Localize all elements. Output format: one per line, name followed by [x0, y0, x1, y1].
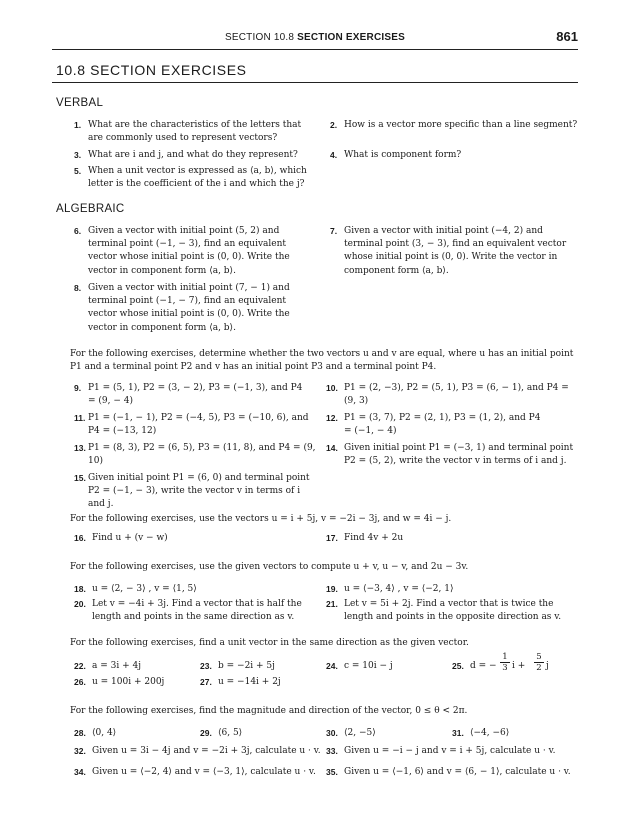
exercise-text: u = 100i + 200j: [92, 677, 165, 687]
exercise-text: What are the characteristics of the letters that are commonly used to represent vectors?: [88, 120, 302, 144]
exercise-text: a = 3i + 4j: [92, 661, 142, 671]
instructions-equal-vectors: For the following exercises, determine whether the two vectors u and v are equal, where u has an initial point P1 and a terminal point P2 and v has an initial point P3 and a terminal point P4.: [70, 349, 574, 373]
section-divider: [52, 82, 578, 83]
exercise-text: u = ⟨−3, 4⟩ , v = ⟨−2, 1⟩: [344, 584, 454, 594]
exercise-text: Find 4v + 2u: [344, 533, 404, 543]
exercise-text: P1 = (3, 7), P2 = (2, 1), P3 = (1, 2), and P4 = (−1, − 4): [344, 413, 541, 437]
exercise-number: 34.: [74, 767, 86, 777]
exercise-number: 9.: [74, 383, 82, 393]
fraction-5-2: [534, 652, 544, 673]
exercise-number: 3.: [74, 150, 82, 160]
exercise-text: ⟨6, 5⟩: [218, 728, 243, 738]
exercise-text: Let v = 5i + 2j. Find a vector that is twice the length and points in the opposite direction as v.: [344, 599, 562, 623]
exercise-number: 1.: [74, 120, 82, 130]
exercise-text: d = −: [470, 661, 497, 671]
exercise-number: 20.: [74, 599, 86, 609]
exercise-text: u = −14i + 2j: [218, 677, 281, 687]
exercise-text: b = −2i + 5j: [218, 661, 275, 671]
exercise-number: 10.: [326, 383, 338, 393]
exercise-text: ⟨−4, −6⟩: [470, 728, 510, 738]
exercise-text: ⟨2, −5⟩: [344, 728, 376, 738]
exercise-number: 18.: [74, 584, 86, 594]
exercise-number: 27.: [200, 677, 212, 687]
exercise-number: 7.: [330, 226, 338, 236]
page-number: 861: [556, 29, 578, 44]
exercise-text: ⟨0, 4⟩: [92, 728, 117, 738]
exercise-text: When a unit vector is expressed as ⟨a, b⟩, which letter is the coefficient of the i and which the j?: [88, 166, 307, 190]
exercise-number: 6.: [74, 226, 82, 236]
algebraic-heading: ALGEBRAIC: [56, 203, 125, 215]
fraction-denominator: 2: [536, 663, 542, 673]
exercise-number: 28.: [74, 728, 86, 738]
instructions-compute: For the following exercises, use the given vectors to compute u + v, u − v, and 2u − 3v.: [70, 562, 469, 572]
exercise-number: 14.: [326, 443, 338, 453]
exercise-number: 21.: [326, 599, 338, 609]
exercise-text: Given u = ⟨−2, 4⟩ and v = ⟨−3, 1⟩, calculate u · v.: [92, 767, 316, 777]
exercise-number: 31.: [452, 728, 464, 738]
exercise-number: 32.: [74, 746, 86, 756]
fraction-end: j: [546, 661, 549, 671]
exercise-number: 15.: [74, 473, 86, 483]
fraction-mid: i +: [512, 661, 526, 671]
exercise-number: 12.: [326, 413, 338, 423]
exercise-number: 22.: [74, 661, 86, 671]
exercise-number: 11.: [74, 413, 86, 423]
header-divider: [52, 49, 578, 50]
running-header: [0, 32, 630, 43]
fraction-denominator: 3: [502, 663, 508, 673]
exercise-text: Given a vector with initial point (7, − 1) and terminal point (−1, − 7), find an equivalent vector whose initial point is (0, 0). Write the vector in component form ⟨a, b⟩.: [88, 283, 290, 333]
exercise-number: 26.: [74, 677, 86, 687]
exercise-text: u = ⟨2, − 3⟩ , v = ⟨1, 5⟩: [92, 584, 197, 594]
header-title: SECTION EXERCISES: [297, 32, 405, 43]
exercise-number: 25.: [452, 661, 464, 671]
exercise-text: P1 = (8, 3), P2 = (6, 5), P3 = (11, 8), and P4 = (9, 10): [88, 443, 316, 467]
instructions-unit-vector: For the following exercises, find a unit vector in the same direction as the given vector.: [70, 638, 469, 648]
exercise-number: 8.: [74, 283, 82, 293]
exercise-number: 5.: [74, 166, 82, 176]
section-title: 10.8 SECTION EXERCISES: [56, 62, 247, 78]
instructions-vector-ops: For the following exercises, use the vectors u = i + 5j, v = −2i − 3j, and w = 4i − j.: [70, 514, 452, 524]
exercise-number: 4.: [330, 150, 338, 160]
exercise-number: 24.: [326, 661, 338, 671]
exercise-number: 30.: [326, 728, 338, 738]
exercise-text: Given a vector with initial point (−4, 2) and terminal point (3, − 3), find an equivalent vector whose initial point is (0, 0). Write the vector in component form ⟨a, b⟩.: [344, 226, 567, 276]
exercise-text: What are i and j, and what do they represent?: [88, 150, 298, 160]
fraction-numerator: 1: [500, 652, 510, 663]
exercise-text: Given initial point P1 = (6, 0) and terminal point P2 = (−1, − 3), write the vector v in terms of i and j.: [88, 473, 310, 510]
exercise-text: Given initial point P1 = (−3, 1) and terminal point P2 = (5, 2), write the vector v in terms of i and j.: [344, 443, 574, 467]
exercise-number: 13.: [74, 443, 86, 453]
exercise-text: Given u = ⟨−1, 6⟩ and v = ⟨6, − 1⟩, calculate u · v.: [344, 767, 571, 777]
exercise-number: 17.: [326, 533, 338, 543]
exercise-text: P1 = (5, 1), P2 = (3, − 2), P3 = (−1, 3), and P4 = (9, − 4): [88, 383, 303, 407]
exercise-text: Let v = −4i + 3j. Find a vector that is half the length and points in the same direction as v.: [92, 599, 302, 623]
verbal-heading: VERBAL: [56, 97, 104, 109]
exercise-text: P1 = (−1, − 1), P2 = (−4, 5), P3 = (−10, 6), and P4 = (−13, 12): [88, 413, 309, 437]
exercise-number: 29.: [200, 728, 212, 738]
exercise-number: 16.: [74, 533, 86, 543]
exercise-text: P1 = (2, −3), P2 = (5, 1), P3 = (6, − 1), and P4 = (9, 3): [344, 383, 569, 407]
exercise-text: Given a vector with initial point (5, 2) and terminal point (−1, − 3), find an equivalent vector whose initial point is (0, 0). Write the vector in component form ⟨a, b⟩.: [88, 226, 290, 276]
fraction-1-3: [500, 652, 510, 673]
fraction-numerator: 5: [534, 652, 544, 663]
exercise-number: 35.: [326, 767, 338, 777]
exercise-text: c = 10i − j: [344, 661, 393, 671]
header-section: SECTION 10.8: [225, 32, 295, 43]
exercise-number: 19.: [326, 584, 338, 594]
exercise-number: 2.: [330, 120, 338, 130]
exercise-text: Given u = 3i − 4j and v = −2i + 3j, calculate u · v.: [92, 746, 321, 756]
exercise-text: What is component form?: [344, 150, 462, 160]
exercise-number: 23.: [200, 661, 212, 671]
exercise-number: 33.: [326, 746, 338, 756]
exercise-text: Find u + (v − w): [92, 533, 168, 543]
exercise-text: Given u = −i − j and v = i + 5j, calculate u · v.: [344, 746, 556, 756]
instructions-magnitude: For the following exercises, find the magnitude and direction of the vector, 0 ≤ θ < 2π.: [70, 706, 468, 716]
exercise-text: How is a vector more specific than a line segment?: [344, 120, 578, 130]
